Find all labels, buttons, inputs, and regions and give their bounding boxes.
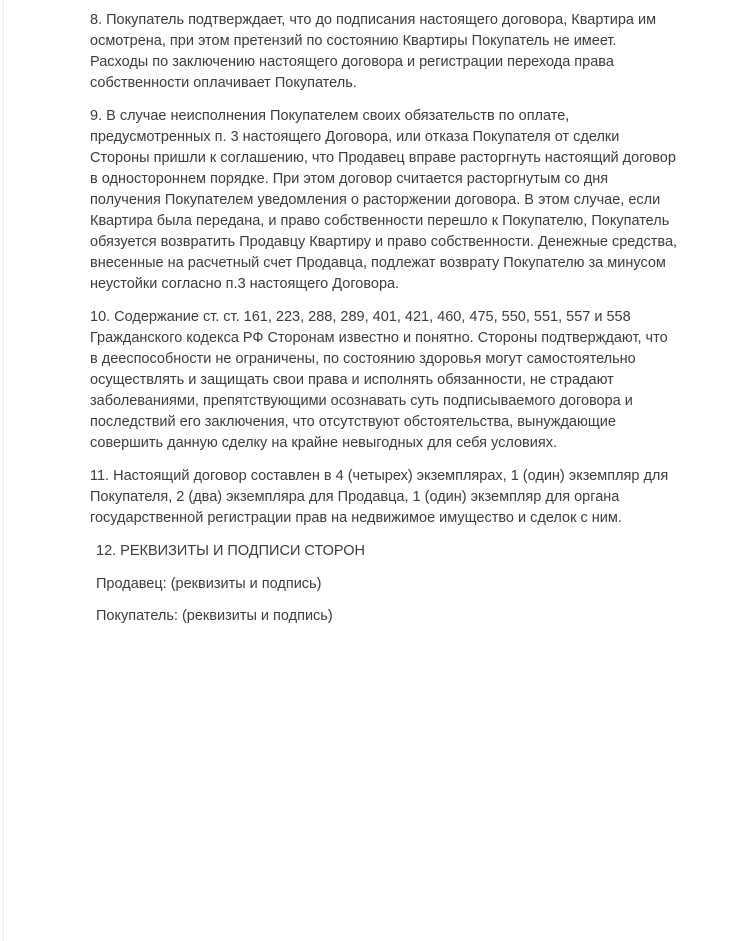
contract-clause-10: 10. Содержание ст. ст. 161, 223, 288, 289, 401, 421, 460, 475, 550, 551, 557 и 558 Гражданского кодекса РФ Сторонам известно и понятно. Стороны подтверждают, что в дееспособности не ограничены, по состоянию здоровья могут самостоятельно осуществлять и защищать свои права и исполнять обязанности, не страдают заболеваниями, препятствующими осознавать суть подписываемого договора и последствий его заключения, что отсутствуют обстоятельства, вынуждающие совершить данную сделку на крайне невыгодных для себя условиях. [90, 309, 668, 451]
contract-clause-9: 9. В случае неисполнения Покупателем своих обязательств по оплате, предусмотренных п. 3 настоящего Договора, или отказа Покупателя от сделки Стороны пришли к соглашению, что Продавец вправе расторгнуть настоящий договор в одностороннем порядке. При этом договор считается расторгнутым со дня получения Покупателем уведомления о расторжении договора. В этом случае, если Квартира была передана, и право собственности перешло к Покупателю, Покупатель обязуется возвратить Продавцу Квартиру и право собственности. Денежные средства, внесенные на расчетный счет Продавца, подлежат возврату Покупателю за минусом неустойки согласно п.3 настоящего Договора. [90, 108, 678, 292]
contract-clause-8: 8. Покупатель подтверждает, что до подписания настоящего договора, Квартира им осмотрена, при этом претензий по состоянию Квартиры Покупатель не имеет. Расходы по заключению настоящего договора и регистрации перехода права собственности оплачивает Покупатель. [90, 12, 657, 91]
contract-clause-11: 11. Настоящий договор составлен в 4 (четырех) экземплярах, 1 (один) экземпляр для Покупателя, 2 (два) экземпляра для Продавца, 1 (один) экземпляр для органа государственной регистрации прав на недвижимое имущество и сделок с ним. [90, 468, 669, 526]
contract-body [90, 10, 678, 638]
buyer-signature-line: Покупатель: (реквизиты и подпись) [96, 608, 333, 624]
seller-signature-line: Продавец: (реквизиты и подпись) [96, 576, 322, 592]
section-heading-requisites-and-signatures: 12. РЕКВИЗИТЫ И ПОДПИСИ СТОРОН [96, 543, 365, 559]
requisites-section [90, 541, 678, 627]
scan-edge-artifact [3, 0, 4, 941]
